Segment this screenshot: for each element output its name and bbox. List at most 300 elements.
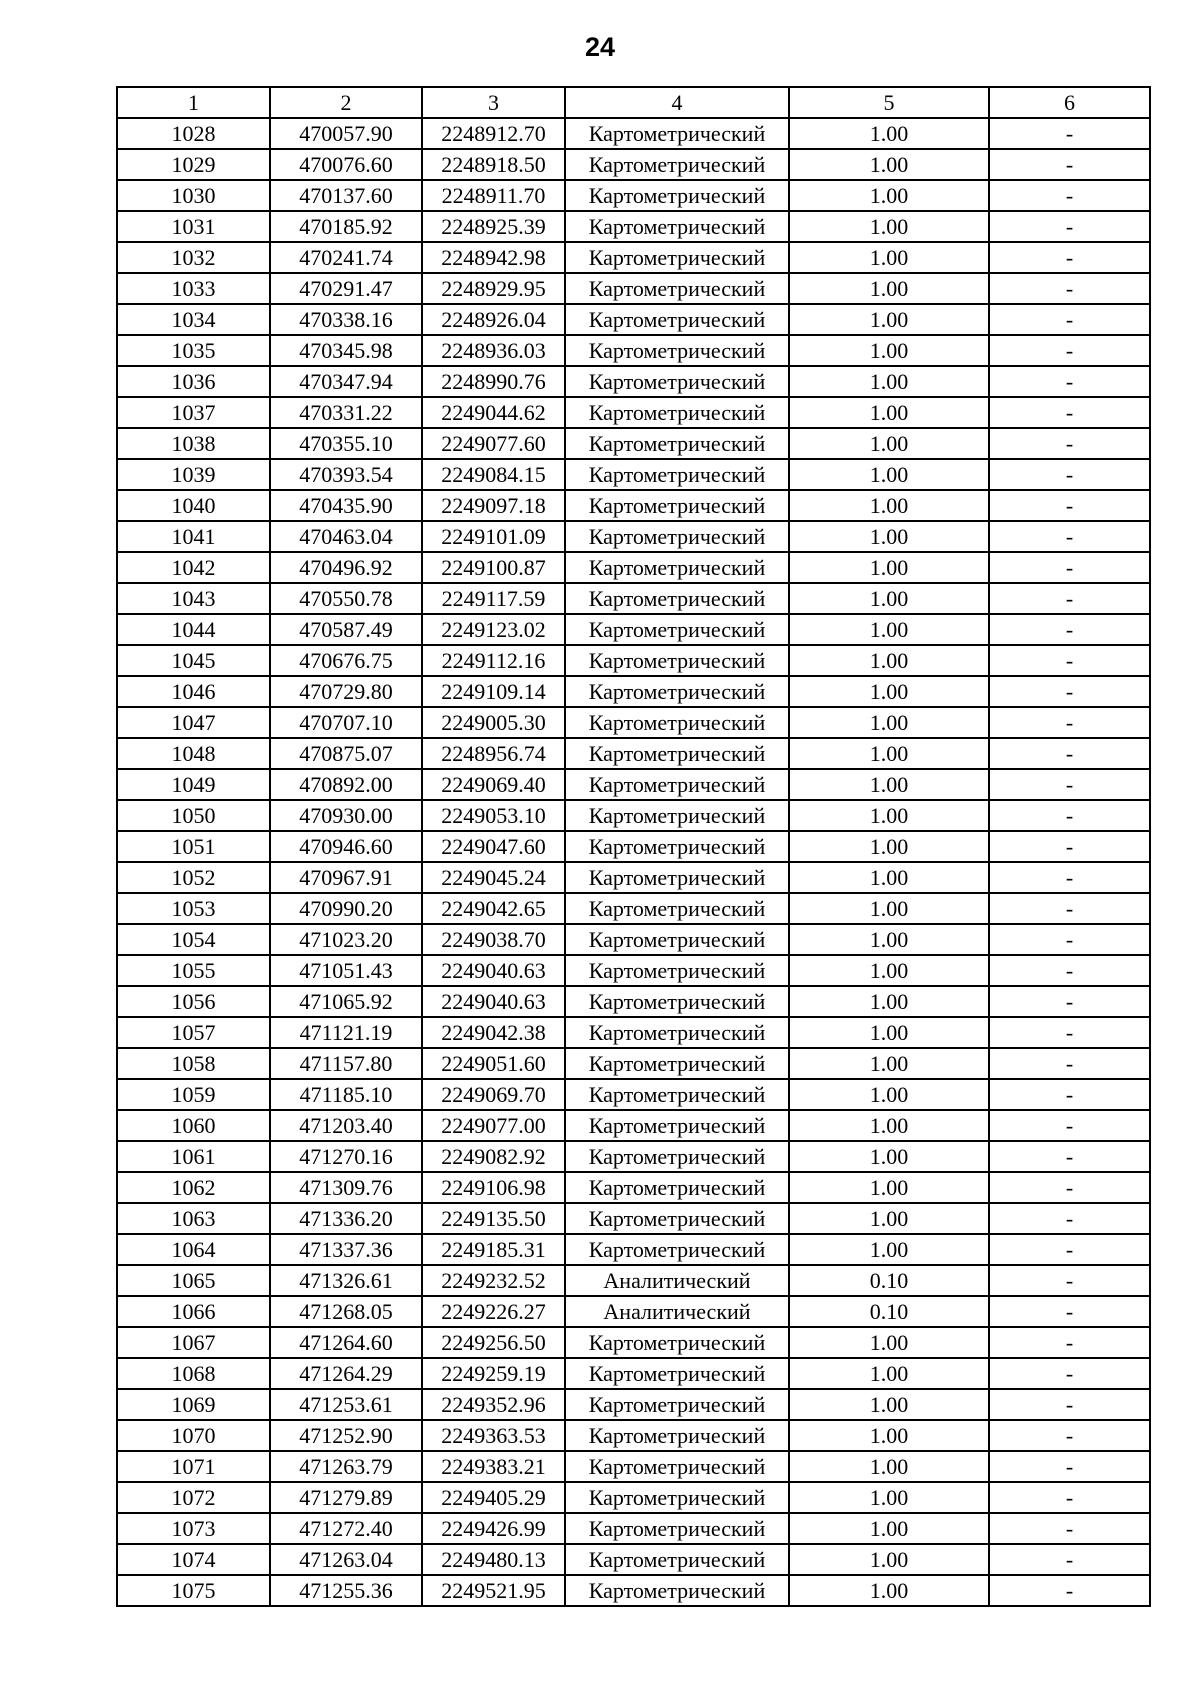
cell-note: - — [989, 490, 1150, 521]
cell-x-coordinate: 471309.76 — [270, 1172, 422, 1203]
cell-point-number: 1061 — [117, 1141, 270, 1172]
cell-note: - — [989, 1327, 1150, 1358]
cell-method: Картометрический — [565, 862, 789, 893]
cell-y-coordinate: 2249405.29 — [422, 1482, 565, 1513]
cell-note: - — [989, 1482, 1150, 1513]
cell-accuracy: 1.00 — [789, 862, 989, 893]
cell-point-number: 1051 — [117, 831, 270, 862]
cell-accuracy: 1.00 — [789, 428, 989, 459]
cell-x-coordinate: 470338.16 — [270, 304, 422, 335]
cell-x-coordinate: 470076.60 — [270, 149, 422, 180]
cell-accuracy: 1.00 — [789, 1048, 989, 1079]
cell-method: Картометрический — [565, 1172, 789, 1203]
cell-y-coordinate: 2249226.27 — [422, 1296, 565, 1327]
cell-method: Картометрический — [565, 676, 789, 707]
table-row — [117, 335, 1150, 366]
cell-point-number: 1050 — [117, 800, 270, 831]
cell-y-coordinate: 2249135.50 — [422, 1203, 565, 1234]
cell-accuracy: 1.00 — [789, 1079, 989, 1110]
table-row — [117, 645, 1150, 676]
cell-method: Картометрический — [565, 304, 789, 335]
cell-note: - — [989, 1358, 1150, 1389]
cell-note: - — [989, 831, 1150, 862]
table-row — [117, 1017, 1150, 1048]
cell-accuracy: 1.00 — [789, 893, 989, 924]
cell-method: Картометрический — [565, 397, 789, 428]
table-row — [117, 1420, 1150, 1451]
cell-x-coordinate: 471203.40 — [270, 1110, 422, 1141]
cell-point-number: 1035 — [117, 335, 270, 366]
cell-x-coordinate: 471326.61 — [270, 1265, 422, 1296]
cell-x-coordinate: 470435.90 — [270, 490, 422, 521]
cell-y-coordinate: 2248912.70 — [422, 118, 565, 149]
cell-method: Картометрический — [565, 614, 789, 645]
cell-y-coordinate: 2249232.52 — [422, 1265, 565, 1296]
cell-accuracy: 1.00 — [789, 1234, 989, 1265]
cell-x-coordinate: 470676.75 — [270, 645, 422, 676]
cell-method: Картометрический — [565, 118, 789, 149]
table-row — [117, 1451, 1150, 1482]
cell-x-coordinate: 470345.98 — [270, 335, 422, 366]
cell-y-coordinate: 2249042.65 — [422, 893, 565, 924]
cell-x-coordinate: 471263.04 — [270, 1544, 422, 1575]
table-row — [117, 1296, 1150, 1327]
cell-method: Картометрический — [565, 800, 789, 831]
table-row — [117, 397, 1150, 428]
cell-note: - — [989, 1141, 1150, 1172]
cell-method: Картометрический — [565, 893, 789, 924]
cell-accuracy: 1.00 — [789, 1358, 989, 1389]
cell-method: Картометрический — [565, 1203, 789, 1234]
cell-note: - — [989, 1265, 1150, 1296]
cell-method: Картометрический — [565, 1358, 789, 1389]
cell-x-coordinate: 470707.10 — [270, 707, 422, 738]
cell-method: Картометрический — [565, 986, 789, 1017]
cell-method: Картометрический — [565, 1017, 789, 1048]
cell-accuracy: 1.00 — [789, 1110, 989, 1141]
cell-accuracy: 1.00 — [789, 490, 989, 521]
cell-y-coordinate: 2248926.04 — [422, 304, 565, 335]
cell-y-coordinate: 2249100.87 — [422, 552, 565, 583]
cell-x-coordinate: 471279.89 — [270, 1482, 422, 1513]
cell-note: - — [989, 769, 1150, 800]
cell-point-number: 1040 — [117, 490, 270, 521]
cell-note: - — [989, 614, 1150, 645]
cell-point-number: 1055 — [117, 955, 270, 986]
cell-point-number: 1041 — [117, 521, 270, 552]
cell-accuracy: 1.00 — [789, 831, 989, 862]
cell-method: Аналитический — [565, 1296, 789, 1327]
cell-point-number: 1064 — [117, 1234, 270, 1265]
column-header-1: 1 — [117, 87, 270, 118]
cell-y-coordinate: 2249383.21 — [422, 1451, 565, 1482]
cell-y-coordinate: 2249363.53 — [422, 1420, 565, 1451]
cell-note: - — [989, 707, 1150, 738]
cell-note: - — [989, 242, 1150, 273]
cell-point-number: 1036 — [117, 366, 270, 397]
cell-y-coordinate: 2249123.02 — [422, 614, 565, 645]
cell-point-number: 1067 — [117, 1327, 270, 1358]
table-row — [117, 1203, 1150, 1234]
cell-accuracy: 1.00 — [789, 552, 989, 583]
table-row — [117, 521, 1150, 552]
cell-note: - — [989, 397, 1150, 428]
cell-method: Картометрический — [565, 1451, 789, 1482]
cell-note: - — [989, 1575, 1150, 1606]
cell-point-number: 1037 — [117, 397, 270, 428]
cell-point-number: 1065 — [117, 1265, 270, 1296]
cell-accuracy: 0.10 — [789, 1265, 989, 1296]
cell-x-coordinate: 471337.36 — [270, 1234, 422, 1265]
cell-y-coordinate: 2249521.95 — [422, 1575, 565, 1606]
cell-note: - — [989, 1110, 1150, 1141]
cell-x-coordinate: 470550.78 — [270, 583, 422, 614]
cell-method: Картометрический — [565, 583, 789, 614]
cell-method: Картометрический — [565, 366, 789, 397]
cell-y-coordinate: 2249069.70 — [422, 1079, 565, 1110]
cell-point-number: 1066 — [117, 1296, 270, 1327]
cell-y-coordinate: 2249005.30 — [422, 707, 565, 738]
cell-method: Картометрический — [565, 335, 789, 366]
cell-note: - — [989, 335, 1150, 366]
table-row — [117, 738, 1150, 769]
cell-y-coordinate: 2249256.50 — [422, 1327, 565, 1358]
table-row — [117, 1141, 1150, 1172]
cell-note: - — [989, 1017, 1150, 1048]
cell-point-number: 1045 — [117, 645, 270, 676]
cell-method: Картометрический — [565, 1234, 789, 1265]
cell-y-coordinate: 2249053.10 — [422, 800, 565, 831]
cell-method: Картометрический — [565, 552, 789, 583]
cell-point-number: 1074 — [117, 1544, 270, 1575]
cell-note: - — [989, 1420, 1150, 1451]
cell-method: Картометрический — [565, 180, 789, 211]
table-row — [117, 1482, 1150, 1513]
cell-point-number: 1072 — [117, 1482, 270, 1513]
cell-accuracy: 1.00 — [789, 955, 989, 986]
table-header — [117, 87, 1150, 118]
cell-x-coordinate: 471253.61 — [270, 1389, 422, 1420]
column-header-2: 2 — [270, 87, 422, 118]
table-row — [117, 1327, 1150, 1358]
cell-method: Картометрический — [565, 1110, 789, 1141]
cell-method: Картометрический — [565, 521, 789, 552]
cell-y-coordinate: 2248929.95 — [422, 273, 565, 304]
cell-method: Картометрический — [565, 1048, 789, 1079]
cell-note: - — [989, 521, 1150, 552]
table-row — [117, 1048, 1150, 1079]
cell-accuracy: 1.00 — [789, 676, 989, 707]
cell-method: Картометрический — [565, 645, 789, 676]
cell-note: - — [989, 1079, 1150, 1110]
cell-note: - — [989, 800, 1150, 831]
cell-method: Картометрический — [565, 1327, 789, 1358]
cell-accuracy: 1.00 — [789, 118, 989, 149]
cell-accuracy: 1.00 — [789, 1451, 989, 1482]
cell-y-coordinate: 2249069.40 — [422, 769, 565, 800]
cell-accuracy: 1.00 — [789, 397, 989, 428]
table-row — [117, 1079, 1150, 1110]
cell-accuracy: 1.00 — [789, 242, 989, 273]
cell-x-coordinate: 471185.10 — [270, 1079, 422, 1110]
cell-point-number: 1060 — [117, 1110, 270, 1141]
table-row — [117, 366, 1150, 397]
cell-method: Картометрический — [565, 924, 789, 955]
coordinates-table — [116, 86, 1151, 1607]
cell-method: Картометрический — [565, 1141, 789, 1172]
cell-y-coordinate: 2249117.59 — [422, 583, 565, 614]
cell-note: - — [989, 1451, 1150, 1482]
cell-x-coordinate: 470331.22 — [270, 397, 422, 428]
cell-point-number: 1044 — [117, 614, 270, 645]
cell-y-coordinate: 2248956.74 — [422, 738, 565, 769]
cell-note: - — [989, 645, 1150, 676]
cell-y-coordinate: 2249038.70 — [422, 924, 565, 955]
table-row — [117, 893, 1150, 924]
cell-accuracy: 1.00 — [789, 1141, 989, 1172]
cell-accuracy: 1.00 — [789, 583, 989, 614]
cell-note: - — [989, 893, 1150, 924]
cell-point-number: 1063 — [117, 1203, 270, 1234]
cell-point-number: 1054 — [117, 924, 270, 955]
cell-point-number: 1048 — [117, 738, 270, 769]
column-header-6: 6 — [989, 87, 1150, 118]
cell-note: - — [989, 862, 1150, 893]
column-header-3: 3 — [422, 87, 565, 118]
table-row — [117, 676, 1150, 707]
table-row — [117, 211, 1150, 242]
cell-point-number: 1033 — [117, 273, 270, 304]
cell-y-coordinate: 2249084.15 — [422, 459, 565, 490]
cell-point-number: 1052 — [117, 862, 270, 893]
cell-point-number: 1071 — [117, 1451, 270, 1482]
table-row — [117, 707, 1150, 738]
cell-method: Картометрический — [565, 1389, 789, 1420]
cell-point-number: 1075 — [117, 1575, 270, 1606]
cell-x-coordinate: 470241.74 — [270, 242, 422, 273]
cell-point-number: 1047 — [117, 707, 270, 738]
cell-accuracy: 1.00 — [789, 366, 989, 397]
cell-x-coordinate: 470930.00 — [270, 800, 422, 831]
cell-point-number: 1028 — [117, 118, 270, 149]
cell-x-coordinate: 470990.20 — [270, 893, 422, 924]
cell-accuracy: 1.00 — [789, 1482, 989, 1513]
cell-accuracy: 1.00 — [789, 645, 989, 676]
cell-note: - — [989, 1296, 1150, 1327]
cell-accuracy: 1.00 — [789, 1389, 989, 1420]
cell-x-coordinate: 471268.05 — [270, 1296, 422, 1327]
table-row — [117, 1172, 1150, 1203]
cell-x-coordinate: 471255.36 — [270, 1575, 422, 1606]
cell-x-coordinate: 471157.80 — [270, 1048, 422, 1079]
cell-accuracy: 1.00 — [789, 180, 989, 211]
cell-note: - — [989, 1234, 1150, 1265]
cell-note: - — [989, 986, 1150, 1017]
cell-note: - — [989, 676, 1150, 707]
cell-x-coordinate: 470729.80 — [270, 676, 422, 707]
cell-method: Картометрический — [565, 490, 789, 521]
table-row — [117, 924, 1150, 955]
cell-x-coordinate: 471264.29 — [270, 1358, 422, 1389]
cell-y-coordinate: 2249082.92 — [422, 1141, 565, 1172]
cell-point-number: 1056 — [117, 986, 270, 1017]
cell-point-number: 1053 — [117, 893, 270, 924]
cell-note: - — [989, 428, 1150, 459]
cell-note: - — [989, 1172, 1150, 1203]
table-row — [117, 118, 1150, 149]
cell-note: - — [989, 924, 1150, 955]
table-row — [117, 459, 1150, 490]
cell-accuracy: 1.00 — [789, 1513, 989, 1544]
cell-note: - — [989, 149, 1150, 180]
cell-x-coordinate: 471051.43 — [270, 955, 422, 986]
cell-y-coordinate: 2248942.98 — [422, 242, 565, 273]
cell-accuracy: 1.00 — [789, 800, 989, 831]
cell-accuracy: 1.00 — [789, 707, 989, 738]
cell-y-coordinate: 2248918.50 — [422, 149, 565, 180]
cell-accuracy: 1.00 — [789, 335, 989, 366]
table-row — [117, 242, 1150, 273]
cell-note: - — [989, 738, 1150, 769]
header-row — [117, 87, 1150, 118]
cell-point-number: 1059 — [117, 1079, 270, 1110]
cell-x-coordinate: 470496.92 — [270, 552, 422, 583]
cell-y-coordinate: 2249352.96 — [422, 1389, 565, 1420]
cell-x-coordinate: 470185.92 — [270, 211, 422, 242]
cell-note: - — [989, 273, 1150, 304]
cell-point-number: 1038 — [117, 428, 270, 459]
cell-x-coordinate: 470587.49 — [270, 614, 422, 645]
cell-note: - — [989, 955, 1150, 986]
cell-method: Картометрический — [565, 1513, 789, 1544]
table-row — [117, 428, 1150, 459]
cell-note: - — [989, 211, 1150, 242]
cell-point-number: 1069 — [117, 1389, 270, 1420]
cell-x-coordinate: 470137.60 — [270, 180, 422, 211]
cell-accuracy: 1.00 — [789, 1172, 989, 1203]
column-header-5: 5 — [789, 87, 989, 118]
table-row — [117, 1575, 1150, 1606]
table-row — [117, 800, 1150, 831]
cell-accuracy: 1.00 — [789, 273, 989, 304]
table-row — [117, 1110, 1150, 1141]
table-body — [117, 118, 1150, 1606]
cell-point-number: 1030 — [117, 180, 270, 211]
cell-y-coordinate: 2249047.60 — [422, 831, 565, 862]
cell-note: - — [989, 1048, 1150, 1079]
cell-x-coordinate: 471252.90 — [270, 1420, 422, 1451]
cell-accuracy: 1.00 — [789, 211, 989, 242]
cell-accuracy: 1.00 — [789, 924, 989, 955]
cell-method: Картометрический — [565, 1482, 789, 1513]
cell-point-number: 1039 — [117, 459, 270, 490]
cell-note: - — [989, 583, 1150, 614]
cell-y-coordinate: 2249077.00 — [422, 1110, 565, 1141]
cell-note: - — [989, 1544, 1150, 1575]
cell-x-coordinate: 470057.90 — [270, 118, 422, 149]
cell-note: - — [989, 366, 1150, 397]
cell-method: Аналитический — [565, 1265, 789, 1296]
cell-method: Картометрический — [565, 738, 789, 769]
cell-x-coordinate: 470355.10 — [270, 428, 422, 459]
cell-y-coordinate: 2249045.24 — [422, 862, 565, 893]
cell-y-coordinate: 2249077.60 — [422, 428, 565, 459]
cell-x-coordinate: 471270.16 — [270, 1141, 422, 1172]
table-row — [117, 304, 1150, 335]
cell-y-coordinate: 2249051.60 — [422, 1048, 565, 1079]
table-row — [117, 1265, 1150, 1296]
cell-point-number: 1043 — [117, 583, 270, 614]
cell-y-coordinate: 2249112.16 — [422, 645, 565, 676]
cell-point-number: 1073 — [117, 1513, 270, 1544]
cell-method: Картометрический — [565, 211, 789, 242]
cell-x-coordinate: 470892.00 — [270, 769, 422, 800]
cell-note: - — [989, 304, 1150, 335]
cell-accuracy: 1.00 — [789, 1017, 989, 1048]
table-row — [117, 490, 1150, 521]
cell-accuracy: 1.00 — [789, 738, 989, 769]
cell-method: Картометрический — [565, 273, 789, 304]
cell-point-number: 1049 — [117, 769, 270, 800]
table-row — [117, 862, 1150, 893]
cell-y-coordinate: 2249101.09 — [422, 521, 565, 552]
cell-x-coordinate: 471121.19 — [270, 1017, 422, 1048]
cell-x-coordinate: 470291.47 — [270, 273, 422, 304]
cell-note: - — [989, 118, 1150, 149]
cell-method: Картометрический — [565, 831, 789, 862]
cell-y-coordinate: 2249044.62 — [422, 397, 565, 428]
cell-note: - — [989, 1513, 1150, 1544]
cell-y-coordinate: 2248990.76 — [422, 366, 565, 397]
cell-note: - — [989, 180, 1150, 211]
table-row — [117, 149, 1150, 180]
table-row — [117, 1234, 1150, 1265]
cell-x-coordinate: 471272.40 — [270, 1513, 422, 1544]
table-row — [117, 831, 1150, 862]
cell-note: - — [989, 1389, 1150, 1420]
cell-y-coordinate: 2249185.31 — [422, 1234, 565, 1265]
cell-point-number: 1029 — [117, 149, 270, 180]
cell-x-coordinate: 471263.79 — [270, 1451, 422, 1482]
cell-x-coordinate: 470967.91 — [270, 862, 422, 893]
cell-y-coordinate: 2249042.38 — [422, 1017, 565, 1048]
cell-x-coordinate: 470875.07 — [270, 738, 422, 769]
cell-method: Картометрический — [565, 769, 789, 800]
cell-y-coordinate: 2249259.19 — [422, 1358, 565, 1389]
cell-point-number: 1057 — [117, 1017, 270, 1048]
cell-accuracy: 1.00 — [789, 986, 989, 1017]
cell-accuracy: 1.00 — [789, 1327, 989, 1358]
cell-y-coordinate: 2248936.03 — [422, 335, 565, 366]
cell-accuracy: 1.00 — [789, 304, 989, 335]
cell-y-coordinate: 2249040.63 — [422, 986, 565, 1017]
table-row — [117, 769, 1150, 800]
page-number: 24 — [584, 32, 616, 62]
cell-y-coordinate: 2248925.39 — [422, 211, 565, 242]
table-row — [117, 273, 1150, 304]
table-row — [117, 1513, 1150, 1544]
cell-point-number: 1042 — [117, 552, 270, 583]
table-row — [117, 1358, 1150, 1389]
cell-y-coordinate: 2249097.18 — [422, 490, 565, 521]
cell-point-number: 1062 — [117, 1172, 270, 1203]
cell-accuracy: 1.00 — [789, 1203, 989, 1234]
cell-accuracy: 0.10 — [789, 1296, 989, 1327]
cell-method: Картометрический — [565, 1420, 789, 1451]
cell-point-number: 1032 — [117, 242, 270, 273]
cell-x-coordinate: 471065.92 — [270, 986, 422, 1017]
cell-accuracy: 1.00 — [789, 459, 989, 490]
